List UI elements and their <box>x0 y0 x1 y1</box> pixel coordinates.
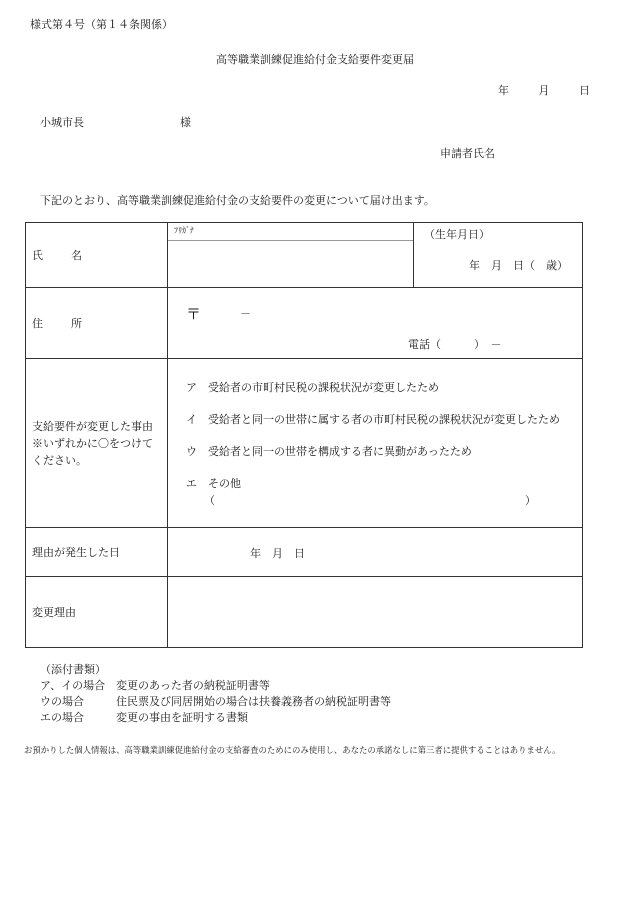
reason-row <box>26 359 583 528</box>
occurred-field[interactable] <box>168 528 582 576</box>
postal-mark: 〒 <box>186 305 202 323</box>
dob-field[interactable] <box>414 223 582 287</box>
reason-label-line2: ※いずれかに〇をつけて <box>32 436 153 450</box>
reason-option-i[interactable]: イ 受給者と同一の世帯に属する者の市町村民税の課税状況が変更したため <box>186 413 560 426</box>
dob-cell[interactable] <box>414 223 583 288</box>
honorific: 様 <box>180 116 191 129</box>
attachment-row <box>40 678 391 694</box>
postal-dash: － <box>240 307 251 320</box>
name-label: 氏名 <box>32 249 110 262</box>
reason-label-cell <box>26 359 168 528</box>
reason-option-e[interactable]: エ その他 <box>186 477 241 490</box>
change-reason-label: 変更理由 <box>26 577 168 648</box>
change-reason-row <box>26 577 583 648</box>
change-reason-input[interactable] <box>168 577 583 648</box>
submission-date <box>472 82 590 98</box>
privacy-notice: お預かりした個人情報は、高等職業訓練促進給付金の支給審査のためにのみ使用し、あなたの承諾なしに第三者に提供することはありません。 <box>24 745 561 755</box>
reason-option-u[interactable]: ウ 受給者と同一の世帯を構成する者に異動があったため <box>186 445 472 458</box>
dob-value: 年 月 日（ 歳） <box>469 259 568 272</box>
date-day: 日 <box>579 84 590 97</box>
intro-text: 下記のとおり、高等職業訓練促進給付金の支給要件の変更について届け出ます。 <box>40 194 435 207</box>
attachment-row <box>40 710 391 726</box>
document-title: 高等職業訓練促進給付金支給要件変更届 <box>216 53 414 66</box>
address-label: 住所 <box>32 317 110 330</box>
address-input-cell[interactable] <box>168 288 583 359</box>
reason-label-line1: 支給要件が変更した事由 <box>32 419 153 433</box>
attachment-case: ウの場合 <box>40 695 84 708</box>
name-input-cell[interactable] <box>168 223 414 288</box>
reason-option-a[interactable]: ア 受給者の市町村民税の課税状況が変更したため <box>186 381 439 394</box>
reason-label-line3: ください。 <box>32 453 87 467</box>
address-label-cell <box>26 288 168 359</box>
reason-options <box>168 359 582 527</box>
attachment-doc: 変更のあった者の納税証明書等 <box>116 679 270 692</box>
attachment-case: エの場合 <box>40 711 84 724</box>
furigana-label: ﾌﾘｶﾞﾅ <box>174 226 194 235</box>
occurred-row <box>26 528 583 577</box>
form-table <box>25 222 583 648</box>
dob-caption: （生年月日） <box>424 228 490 241</box>
attachments-heading: （添付書類） <box>40 663 106 676</box>
attachments <box>40 662 391 726</box>
applicant-name-label: 申請者氏名 <box>440 147 495 160</box>
form-number: 様式第４号（第１４条関係） <box>30 18 173 31</box>
address-field[interactable] <box>168 288 582 358</box>
other-paren-open: （ <box>204 494 215 507</box>
addressee <box>40 114 191 130</box>
occurred-label: 理由が発生した日 <box>26 528 168 577</box>
other-paren-close: ） <box>525 494 536 507</box>
furigana-divider <box>168 240 413 241</box>
occurred-input-cell[interactable] <box>168 528 583 577</box>
attachment-doc: 変更の事由を証明する書類 <box>116 711 248 724</box>
name-label-cell <box>26 223 168 288</box>
name-field[interactable] <box>168 223 413 287</box>
phone-field: 電話（ ） － <box>408 338 502 351</box>
attachment-row <box>40 694 391 710</box>
mayor-title: 小城市長 <box>40 116 84 129</box>
attachment-doc: 住民票及び同居開始の場合は扶養義務者の納税証明書等 <box>116 695 391 708</box>
date-month: 月 <box>538 84 550 97</box>
reason-options-cell <box>168 359 583 528</box>
date-year: 年 <box>498 84 509 97</box>
occurred-date: 年 月 日 <box>250 547 305 560</box>
name-row <box>26 223 583 288</box>
attachment-case: ア、イの場合 <box>40 679 106 692</box>
address-row <box>26 288 583 359</box>
